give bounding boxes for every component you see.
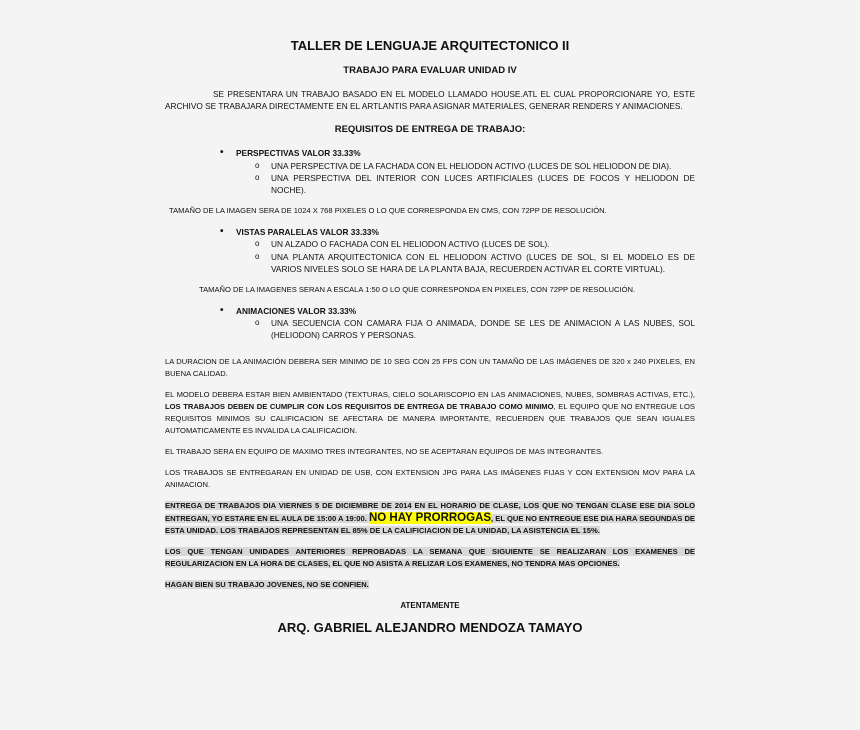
list-item: o UNA SECUENCIA CON CAMARA FIJA O ANIMADA, DONDE SE LES DE ANIMACION A LAS NUBES, SOL (HELIODON) CARROS Y PERSONAS. [255,317,695,341]
attentively-label: ATENTAMENTE [400,600,460,610]
list-item: o UNA PERSPECTIVA DEL INTERIOR CON LUCES ARTIFICIALES (LUCES DE FOCOS Y HELIODON DE NOCHE). [255,172,695,196]
document-subtitle: TRABAJO PARA EVALUAR UNIDAD IV [343,65,517,76]
signature-name: ARQ. GABRIEL ALEJANDRO MENDOZA TAMAYO [277,619,583,635]
usb-paragraph: LOS TRABAJOS SE ENTREGARAN EN UNIDAD DE USB, CON EXTENSION JPG PARA LAS IMÁGENES FIJAS Y CON EXTENSION MOV PARA LA ANIMACION. [165,467,695,489]
no-extension-highlight: NO HAY PRORROGAS [368,511,492,524]
list-item: o UN ALZADO O FACHADA CON EL HELIODON ACTIVO (LUCES DE SOL). [255,238,695,250]
list-item: o UNA PLANTA ARQUITECTONICA CON EL HELIODON ACTIVO (LUCES DE SOL, SI EL MODELO ES DE VARIOS NIVELES SOLO SE HARA DE LA PLANTA BAJA, RECUERDEN ACTIVAR EL CORTE VIRTUAL). [255,251,695,275]
team-paragraph: EL TRABAJO SERA EN EQUIPO DE MAXIMO TRES INTEGRANTES, NO SE ACEPTARAN EQUIPOS DE MAS INTEGRANTES. [165,446,604,456]
requirements-title: REQUISITOS DE ENTREGA DE TRABAJO: [334,124,526,136]
intro-paragraph: SE PRESENTARA UN TRABAJO BASADO EN EL MODELO LLAMADO HOUSE.ATL EL CUAL PROPORCIONARE YO, ESTE ARCHIVO SE TRABAJARA DIRECTAMENTE EN EL ARTLANTIS PARA ASIGNAR MATERIALES, GENERAR RENDERS Y ANIMACIONES. [165,89,695,112]
document-content [165,38,695,635]
failed-units-paragraph: LOS QUE TENGAN UNIDADES ANTERIORES REPROBADAS LA SEMANA QUE SIGUIENTE SE REALIZARAN LOS EXAMENES DE REGULARIZACION EN LA HORA DE CLASES, EL QUE NO ASISTA A RELIZAR LOS EXAMENES, NO TENDRA MAS OPCIONES. [165,546,695,568]
document-title: TALLER DE LENGUAJE ARQUITECTONICO II [290,38,570,53]
section-vistas-heading: • VISTAS PARALELAS VALOR 33.33% [220,226,695,238]
model-paragraph: EL MODELO DEBERA ESTAR BIEN AMBIENTADO (TEXTURAS, CIELO SOLARISCOPIO EN LAS ANIMACIONES, NUBES, SOMBRAS ACTIVAS, ETC.), LOS TRABAJOS DEBEN DE CUMPLIR CON LOS REQUISITOS DE ENTREGA DE TRABAJO COMO MINIMO, EL EQUIPO QUE NO ENTREGUE LOS REQUISITOS MINIMOS SU CALIFICACION SE AFECTARA DE MANERA IMPORTANTE, RECUERDEN QUE TRABAJOS QUE SEAN IGUALES AUTOMATICAMENTE ES INVALIDA LA CALIFICACION. [165,389,695,435]
section-animaciones-heading: • ANIMACIONES VALOR 33.33% [220,305,695,317]
perspectivas-note: TAMAÑO DE LA IMAGEN SERA DE 1024 X 768 PIXELES O LO QUE CORRESPONDA EN CMS, CON 72PP DE RESOLUCIÓN. [169,206,607,216]
duration-paragraph: LA DURACION DE LA ANIMACIÓN DEBERA SER MINIMO DE 10 SEG CON 25 FPS CON UN TAMAÑO DE LAS IMÁGENES DE 320 x 240 PIXELES, EN BUENA CALIDAD. [165,356,695,378]
closing-paragraph: HAGAN BIEN SU TRABAJO JOVENES, NO SE CONFIEN. [165,579,369,589]
vistas-note: TAMAÑO DE LA IMAGENES SERAN A ESCALA 1:50 O LO QUE CORRESPONDA EN PIXELES, CON 72PP DE RESOLUCIÓN. [199,285,636,295]
list-item: o UNA PERSPECTIVA DE LA FACHADA CON EL HELIODON ACTIVO (LUCES DE SOL HELIODON DE DIA). [255,160,695,172]
section-perspectivas-heading: • PERSPECTIVAS VALOR 33.33% [220,147,695,159]
delivery-paragraph: ENTREGA DE TRABAJOS DIA VIERNES 5 DE DICIEMBRE DE 2014 EN EL HORARIO DE CLASE, LOS QUE NO TENGAN CLASE ESE DIA SOLO ENTREGAN, YO ESTARE EN EL AULA DE 15:00 A 19:00. NO HAY PRORROGAS, EL QUE NO ENTREGUE ESE DIA HARA SEGUNDAS DE ESTA UNIDAD. LOS TRABAJOS REPRESENTAN EL 85% DE LA CALIFICIACION DE LA UNIDAD, LA ASISTENCIA EL 15%. [165,500,695,535]
